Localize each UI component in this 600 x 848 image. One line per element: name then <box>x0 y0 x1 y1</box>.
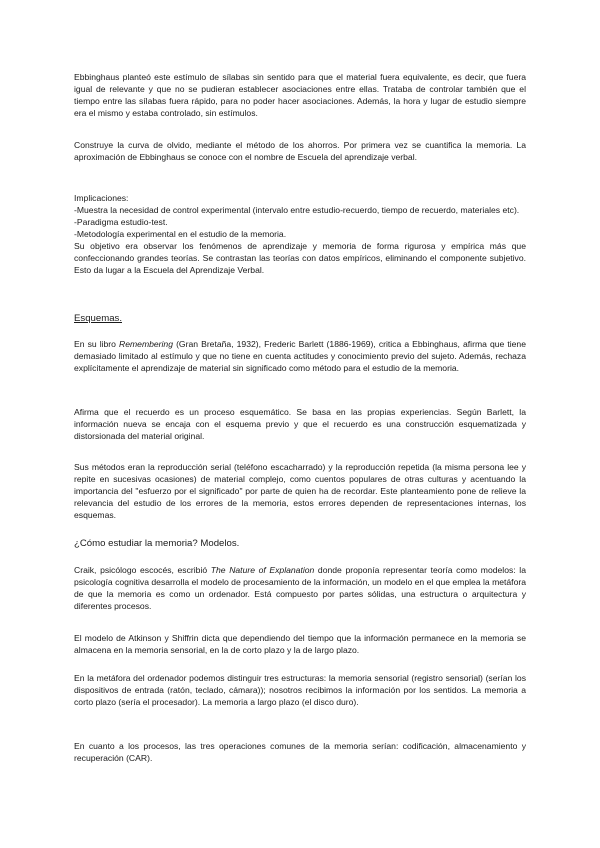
paragraph-objective: Su objetivo era observar los fenómenos de aprendizaje y memoria de forma rigurosa y empírica más que confeccionando grandes teorías. Se contrastan las teorías con datos empíricos, eliminando el componente subjetivo. Esto da lugar a la Escuela del Aprendizaje Verbal. <box>74 241 526 275</box>
paragraph-atkinson-shiffrin: El modelo de Atkinson y Shiffrin dicta que dependiendo del tiempo que la información permanece en la memoria se almacena en la memoria sensorial, en la de corto plazo y la de largo plazo. <box>74 633 526 655</box>
paragraph-memory-processes: En cuanto a los procesos, las tres operaciones comunes de la memoria serían: codificación, almacenamiento y recuperación (CAR). <box>74 741 526 763</box>
barlett-text-start: En su libro <box>74 339 120 349</box>
paragraph-craik-models <box>74 564 526 612</box>
barlett-text-rest: (Gran Bretaña, 1932), Frederic Barlett (1886-1969), critica a Ebbinghaus, afirma que tiene demasiado limitado al estímulo y que no tiene en cuenta actitudes y conocimiento previo del sujeto. Además, rechaza explícitamente el aprendizaje de material sin significado como método para el estudio de la memoria. <box>74 339 526 373</box>
implication-item-control: -Muestra la necesidad de control experimental (intervalo entre estudio-recuerdo, tiempo de recuerdo, materiales etc). <box>74 205 520 215</box>
paragraph-schematic-recall: Afirma que el recuerdo es un proceso esquemático. Se basa en las propias experiencias. Según Barlett, la información nueva se encaja con el esquema previo y que el recuerdo es una construcción esquematizada y distorsionada del material original. <box>74 407 526 441</box>
paragraph-computer-metaphor: En la metáfora del ordenador podemos distinguir tres estructuras: la memoria sensorial (registro sensorial) (serían los dispositivos de entrada (ratón, teclado, cámara)); nosotros recibimos la información por los sentidos. La memoria a corto plazo (sería el procesador). La memoria a largo plazo (el disco duro). <box>74 673 526 707</box>
implication-item-methodology: -Metodología experimental en el estudio de la memoria. <box>74 229 287 239</box>
book-title-nature-of-explanation: The Nature of Explanation <box>210 565 315 575</box>
craik-text-rest: donde proponía representar teoría como modelos: la psicología cognitiva desarrolla el modelo de procesamiento de la información, un modelo en el que emplea la metáfora de que la memoria es como un ordenador. Está compuesto por partes sólidas, una estructura o arquitectura y diferentes procesos. <box>74 565 526 611</box>
implication-item-paradigm: -Paradigma estudio-test. <box>74 217 168 227</box>
implications-title: Implicaciones: <box>74 193 129 203</box>
paragraph-ebbinghaus-stimulus: Ebbinghaus planteó este estímulo de sílabas sin sentido para que el material fuera equivalente, es decir, que fuera igual de relevante y que no se pudieran establecer asociaciones entre ellas. Trataba de controlar también que el tiempo entre las sílabas fuera rápido, para no poder hacer asociaciones. Además, la hora y lugar de estudio siempre era el mismo y estaba controlado, sin estímulos. <box>74 72 526 118</box>
paragraph-forgetting-curve: Construye la curva de olvido, mediante el método de los ahorros. Por primera vez se cuantifica la memoria. La aproximación de Ebbinghaus se conoce con el nombre de Escuela del aprendizaje verbal. <box>74 140 526 162</box>
paragraph-barlett-methods: Sus métodos eran la reproducción serial (teléfono escacharrado) y la reproducción repetida (la misma persona lee y repite en sucesivas ocasiones) de material complejo, como cuentos populares de otras culturas y acentuando la importancia del "esfuerzo por el significado" por parte de quien ha de recordar. Este planteamiento pone de relieve la relevancia del estudio de los errores de la memoria, estos errores dependen de representaciones internas, los esquemas. <box>74 462 526 520</box>
heading-modelos: ¿Cómo estudiar la memoria? Modelos. <box>74 538 240 549</box>
paragraph-barlett-remembering <box>74 338 526 374</box>
craik-text-start: Craik, psicólogo escocés, escribió <box>74 565 211 575</box>
book-title-remembering: Remembering <box>119 339 173 349</box>
implications-list <box>74 192 526 276</box>
heading-esquemas: Esquemas. <box>74 313 122 324</box>
